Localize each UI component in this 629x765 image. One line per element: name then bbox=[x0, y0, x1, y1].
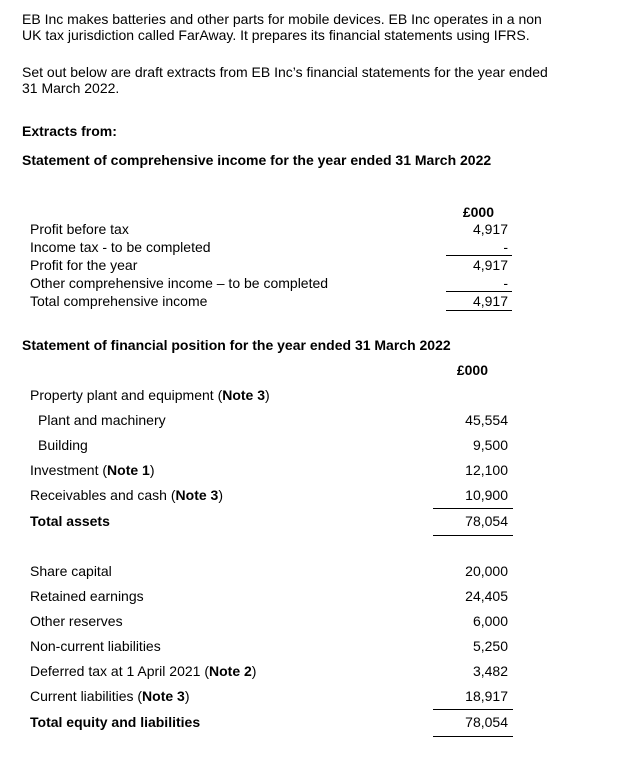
sfp-equity-value: 24,405 bbox=[465, 588, 508, 604]
sfp-asset-text: Receivables and cash ( bbox=[30, 487, 176, 503]
sfp-equity-label: Retained earnings bbox=[30, 588, 144, 604]
sfp-asset-label: Building bbox=[38, 437, 88, 453]
sci-double-rule bbox=[446, 310, 512, 311]
sci-row-label: Other comprehensive income – to be completed bbox=[30, 275, 329, 291]
sci-row-value: 4,917 bbox=[472, 257, 508, 273]
sfp-asset-text: Investment ( bbox=[30, 462, 108, 478]
note-reference: Note 1 bbox=[107, 462, 150, 478]
sfp-equity-label: Other reserves bbox=[30, 613, 123, 629]
sfp-ppe-text: Property plant and equipment ( bbox=[30, 387, 223, 403]
note-reference: Note 3 bbox=[142, 688, 185, 704]
sci-row-label: Income tax - to be completed bbox=[30, 239, 211, 255]
sfp-asset-value: 10,900 bbox=[465, 487, 508, 503]
total-eq-liab-top-rule bbox=[433, 709, 513, 710]
intro-paragraph-1-line-1: EB Inc makes batteries and other parts for mobile devices. EB Inc operates in a non bbox=[22, 11, 542, 27]
sfp-asset-value: 12,100 bbox=[465, 462, 508, 478]
sfp-liability-close: ) bbox=[184, 688, 190, 704]
sci-row-label: Profit before tax bbox=[30, 221, 129, 237]
sfp-asset-label: Plant and machinery bbox=[38, 412, 166, 428]
sfp-title: Statement of financial position for the year ended 31 March 2022 bbox=[22, 337, 451, 353]
intro-paragraph-2-line-2: 31 March 2022. bbox=[22, 80, 120, 96]
sci-subtotal-rule bbox=[446, 255, 512, 256]
extracts-heading: Extracts from: bbox=[22, 123, 117, 139]
total-assets-bottom-rule bbox=[433, 535, 513, 536]
sci-row-value: - bbox=[503, 239, 508, 255]
sfp-ppe-close: ) bbox=[265, 387, 270, 403]
sfp-liability-value: 3,482 bbox=[472, 663, 508, 679]
sfp-asset-value: 9,500 bbox=[472, 437, 508, 453]
sfp-liability-text: Current liabilities ( bbox=[30, 688, 143, 704]
sfp-liability-label: Non-current liabilities bbox=[30, 638, 161, 654]
note-reference: Note 3 bbox=[222, 387, 266, 403]
total-assets-top-rule bbox=[433, 508, 513, 509]
sfp-ppe-label bbox=[30, 387, 270, 403]
note-reference: Note 3 bbox=[175, 487, 219, 503]
sci-row-value: 4,917 bbox=[472, 221, 508, 237]
sci-row-value: - bbox=[503, 275, 508, 291]
sfp-liability-value: 18,917 bbox=[465, 688, 508, 704]
total-equity-liabilities-value: 78,054 bbox=[465, 714, 508, 730]
sfp-asset-label bbox=[30, 487, 223, 503]
sfp-asset-value: 45,554 bbox=[465, 412, 508, 428]
sci-total-rule bbox=[446, 291, 512, 292]
sci-row-value: 4,917 bbox=[472, 293, 508, 309]
sci-row-label: Profit for the year bbox=[30, 257, 138, 273]
sci-title: Statement of comprehensive income for the year ended 31 March 2022 bbox=[22, 152, 492, 168]
sfp-equity-value: 20,000 bbox=[465, 563, 508, 579]
sfp-asset-close: ) bbox=[149, 462, 155, 478]
sci-currency-header: £000 bbox=[462, 204, 494, 220]
sfp-liability-value: 5,250 bbox=[472, 638, 508, 654]
sci-row-label: Total comprehensive income bbox=[30, 293, 208, 309]
sfp-liability-label bbox=[30, 663, 256, 679]
total-assets-label: Total assets bbox=[30, 513, 110, 529]
total-eq-liab-bottom-rule bbox=[433, 736, 513, 737]
intro-paragraph-1-line-2: UK tax jurisdiction called FarAway. It prepares its financial statements using IFRS. bbox=[22, 27, 530, 43]
sfp-equity-value: 6,000 bbox=[472, 613, 508, 629]
sfp-liability-close: ) bbox=[251, 663, 257, 679]
total-assets-value: 78,054 bbox=[465, 513, 508, 529]
note-reference: Note 2 bbox=[209, 663, 252, 679]
intro-paragraph-2-line-1: Set out below are draft extracts from EB Inc’s financial statements for the year ended bbox=[22, 64, 548, 80]
sfp-liability-label bbox=[30, 688, 190, 704]
total-equity-liabilities-label: Total equity and liabilities bbox=[30, 714, 201, 730]
sfp-asset-label bbox=[30, 462, 155, 478]
sfp-asset-close: ) bbox=[218, 487, 223, 503]
sfp-currency-header: £000 bbox=[456, 362, 488, 378]
sfp-liability-text: Deferred tax at 1 April 2021 ( bbox=[30, 663, 209, 679]
sfp-equity-label: Share capital bbox=[30, 563, 112, 579]
